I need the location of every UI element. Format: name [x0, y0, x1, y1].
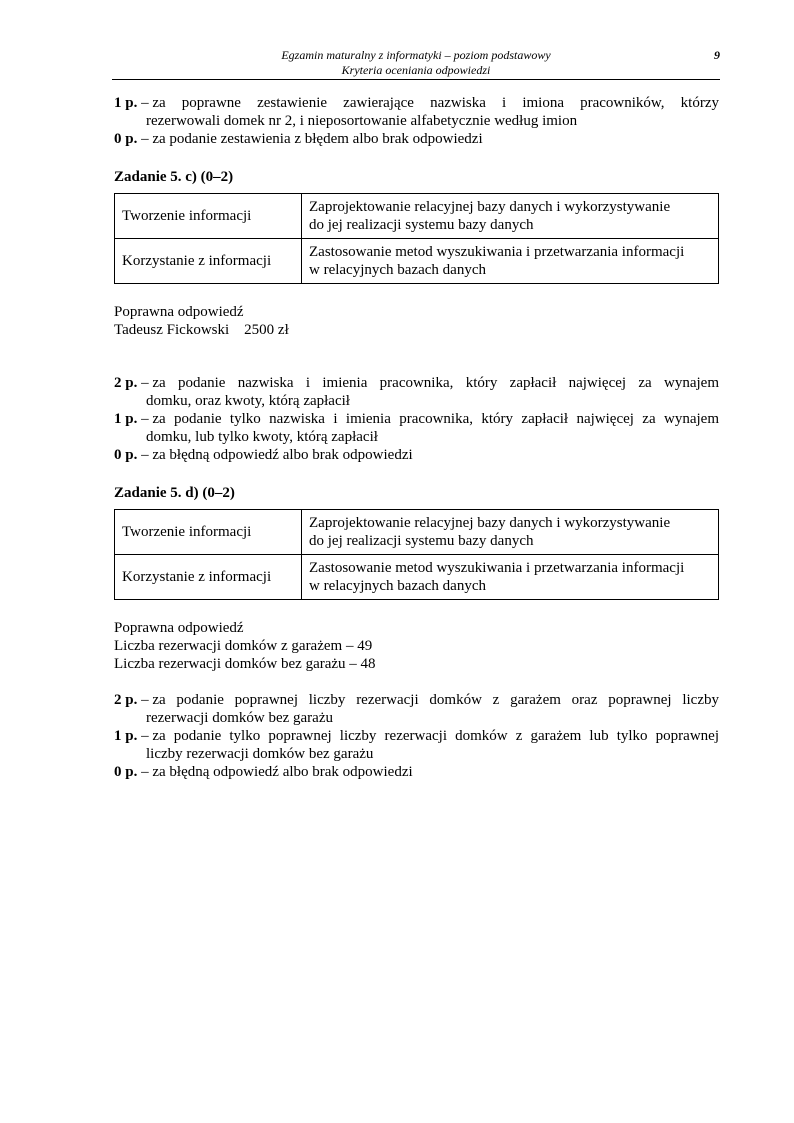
criterion-text: za poprawne zestawienie zawierające nazwiska i imiona pracowników, którzy	[152, 95, 719, 111]
criterion-text: za podanie tylko nazwiska i imienia pracownika, który zapłacił najwięcej za wynajem	[152, 411, 719, 427]
page-content	[114, 94, 719, 781]
criterion-text: za błędną odpowiedź albo brak odpowiedzi	[152, 764, 413, 780]
criterion-row: 2 p. – za podanie nazwiska i imienia pracownika, który zapłacił najwięcej za wynajem	[114, 375, 719, 391]
criterion-text: za podanie poprawnej liczby rezerwacji domków z garażem oraz poprawnej liczby	[152, 692, 719, 708]
criterion-row: 0 p. – za błędną odpowiedź albo brak odpowiedzi	[114, 763, 719, 781]
criterion-text: za podanie nazwiska i imienia pracownika, który zapłacił najwięcej za wynajem	[152, 375, 719, 391]
criterion-text: za błędną odpowiedź albo brak odpowiedzi	[152, 447, 413, 463]
requirements-table	[114, 193, 719, 284]
table-key: Korzystanie z informacji	[115, 239, 302, 284]
answer-label: Poprawna odpowiedź	[114, 620, 244, 636]
page-header	[112, 46, 720, 80]
table-value: Zaprojektowanie relacyjnej bazy danych i wykorzystywanie do jej realizacji systemu bazy danych	[302, 194, 719, 239]
correct-answer	[114, 303, 719, 339]
scoring-criteria	[114, 691, 719, 781]
criterion-points: 0 p.	[114, 764, 138, 780]
answer-line: Liczba rezerwacji domków z garażem – 49	[114, 638, 373, 654]
criterion-points: 1 p.	[114, 728, 138, 744]
table-key: Tworzenie informacji	[115, 510, 302, 555]
header-exam-title: Egzamin maturalny z informatyki – poziom podstawowy	[281, 48, 551, 62]
criterion-points: 0 p.	[114, 447, 138, 463]
criterion-points: 1 p.	[114, 95, 138, 111]
criterion-row	[114, 130, 719, 148]
criterion-points: 2 p.	[114, 375, 138, 391]
table-value: Zastosowanie metod wyszukiwania i przetwarzania informacji w relacyjnych bazach danych	[302, 239, 719, 284]
task-title: Zadanie 5. c) (0–2)	[114, 169, 234, 185]
criterion-row: 0 p. – za błędną odpowiedź albo brak odpowiedzi	[114, 446, 719, 464]
table-value: Zaprojektowanie relacyjnej bazy danych i wykorzystywanie do jej realizacji systemu bazy danych	[302, 510, 719, 555]
criterion-points: 2 p.	[114, 692, 138, 708]
criterion-dash: –	[137, 131, 153, 147]
answer-label: Poprawna odpowiedź	[114, 304, 244, 320]
table-row	[115, 555, 719, 600]
task-title: Zadanie 5. d) (0–2)	[114, 485, 235, 501]
top-criteria	[114, 94, 719, 148]
scoring-criteria	[114, 374, 719, 464]
criterion-points: 0 p.	[114, 131, 138, 147]
table-row	[115, 194, 719, 239]
criterion-row	[114, 94, 719, 112]
table-value: Zastosowanie metod wyszukiwania i przetwarzania informacji w relacyjnych bazach danych	[302, 555, 719, 600]
table-row	[115, 510, 719, 555]
criterion-text: za podanie zestawienia z błędem albo brak odpowiedzi	[152, 131, 483, 147]
answer-line: Tadeusz Fickowski 2500 zł	[114, 322, 289, 338]
criterion-text-cont: rezerwacji domków bez garażu	[146, 710, 333, 726]
criterion-text: za podanie tylko poprawnej liczby rezerwacji domków z garażem lub tylko poprawnej	[152, 728, 719, 744]
requirements-table	[114, 509, 719, 600]
criterion-row: 1 p. – za podanie tylko poprawnej liczby rezerwacji domków z garażem lub tylko poprawnej	[114, 728, 719, 744]
criterion-text-cont: liczby rezerwacji domków bez garażu	[146, 746, 374, 762]
header-subtitle: Kryteria oceniania odpowiedzi	[341, 63, 491, 77]
criterion-row: 1 p. – za podanie tylko nazwiska i imienia pracownika, który zapłacił najwięcej za wynajem	[114, 411, 719, 427]
correct-answer	[114, 619, 719, 673]
criterion-text-cont: domku, oraz kwoty, którą zapłacił	[146, 393, 350, 409]
criterion-text-cont: domku, lub tylko kwoty, którą zapłacił	[146, 429, 378, 445]
criterion-dash: –	[137, 95, 153, 111]
table-row	[115, 239, 719, 284]
answer-line: Liczba rezerwacji domków bez garażu – 48	[114, 656, 376, 672]
criterion-text-cont: rezerwowali domek nr 2, i nieposortowanie alfabetycznie według imion	[146, 113, 578, 129]
criterion-row: 2 p. – za podanie poprawnej liczby rezerwacji domków z garażem oraz poprawnej liczby	[114, 692, 719, 708]
criterion-points: 1 p.	[114, 411, 138, 427]
table-key: Korzystanie z informacji	[115, 555, 302, 600]
table-key: Tworzenie informacji	[115, 194, 302, 239]
page-number: 9	[714, 48, 720, 62]
